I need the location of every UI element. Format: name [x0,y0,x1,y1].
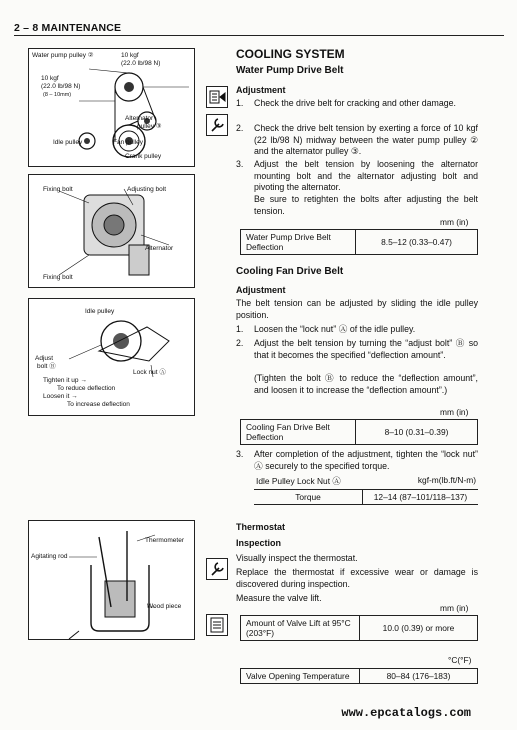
list-item [236,98,478,122]
fig4-label-2: Wood piece [147,603,182,610]
spec-table [240,615,478,641]
list-item [236,338,478,374]
fig1-label-2: (22.0 lb/98 N) [121,60,161,67]
section-title: COOLING SYSTEM [236,47,345,61]
spec-table [240,668,478,684]
torque-table [254,475,478,505]
table-row [241,420,478,445]
subsection-title: Water Pump Drive Belt [236,65,344,76]
fig2-label-3: Fixing bolt [43,274,73,281]
spec-label: Water Pump Drive Belt Deflection [241,230,356,255]
figure-idle-pulley [28,298,195,416]
thermostat-title: Thermostat [236,522,286,532]
fig1-label-0: Water pump pulley ② [32,52,94,59]
fig1-label-5: (8 – 10mm) [43,92,72,98]
fig3-label-6: Loosen it → [43,393,78,400]
adjustment-heading: Adjustment [236,285,286,295]
step-text: Check the drive belt for cracking and other damage. [254,98,456,108]
fig1-label-8: Idle pulley [53,139,83,146]
inspection-heading: Inspection [236,538,282,548]
fig1-label-10: Crank pulley [125,153,162,160]
footer-url: www.epcatalogs.com [341,706,471,720]
belt-diagram [29,49,194,166]
retighten-note: Be sure to retighten the bolts after adjusting the belt tension. [254,194,478,216]
fig1-label-1: 10 kgf [121,52,139,59]
fig1-label-6: Alternator [125,115,154,122]
fig3-label-7: To increase deflection [67,401,130,408]
step-text: After completion of the adjustment, tighten the “lock nut” Ⓐ securely to the specified torque. [254,449,478,471]
list-item [236,324,478,336]
unit-label: mm (in) [440,603,469,613]
header-rule [14,35,504,36]
fig2-label-0: Fixing bolt [43,186,73,193]
torque-head-right: kgf-m(lb.ft/N-m) [417,475,476,485]
unit-label: mm (in) [440,407,469,417]
torque-label: Torque [254,490,363,504]
deflection-note: (Tighten the bolt Ⓑ to reduce the “deflection amount”, and loosen it to increase the “deflection amount”.) [254,373,478,395]
spec-value: 8–10 (0.31–0.39) [356,420,478,445]
fig3-label-4: Tighten it up → [43,377,87,384]
wrench-icon [206,114,228,136]
torque-head-left: Idle Pulley Lock Nut Ⓐ [256,476,341,486]
spec-value: 10.0 (0.39) or more [360,616,478,641]
inspect-gauge-icon [206,86,228,108]
figure-thermostat-test [28,520,195,640]
table-row [241,616,478,641]
fig3-label-1: Adjust [35,355,54,362]
thermostat-line-3: Measure the valve lift. [236,593,322,603]
subsection-title: Cooling Fan Drive Belt [236,266,344,277]
fig3-label-5: To reduce deflection [57,385,116,392]
fig3-label-3: Lock nut Ⓐ [133,369,166,376]
step-number: 1. [236,98,244,108]
table-row [254,490,478,505]
spec-table-icon [206,614,228,636]
step-number: 3. [236,159,244,169]
fig1-label-9: Fan pulley [113,139,143,146]
spec-value: 8.5–12 (0.33–0.47) [356,230,478,255]
page-header: 2 – 8 MAINTENANCE [14,22,122,34]
thermostat-line-2: Replace the thermostat if excessive wear or damage is discovered during inspection. [236,567,478,589]
step-number: 1. [236,324,244,334]
list-item [236,123,478,159]
list-item [236,159,478,195]
spec-label: Valve Opening Temperature [241,669,360,684]
fig3-label-2: bolt Ⓑ [37,363,56,370]
spec-label: Cooling Fan Drive Belt Deflection [241,420,356,445]
thermostat-line-1: Visually inspect the thermostat. [236,553,358,563]
fig3-label-0: Idle pulley [85,308,115,315]
step-text: Loosen the “lock nut” Ⓐ of the idle pulley. [254,324,416,334]
spec-label: Amount of Valve Lift at 95°C (203°F) [241,616,360,641]
fig1-label-3: 10 kgf [41,75,59,82]
step-number: 3. [236,449,244,459]
list-item [236,449,478,473]
torque-value: 12–14 (87–101/118–137) [373,492,468,502]
spec-table [240,419,478,445]
unit-label: mm (in) [440,217,469,227]
step-text: Adjust the belt tension by turning the “adjust bolt” Ⓑ so that it becomes the specified “deflection amount”. [254,338,478,360]
spec-value: 80–84 (176–183) [360,669,478,684]
fig4-label-0: Thermometer [145,537,185,544]
fig1-label-7: pulley ③ [137,123,162,130]
unit-label: °C(°F) [448,655,472,665]
step-number: 2. [236,123,244,133]
wrench-icon [206,558,228,580]
table-row [241,669,478,684]
fig4-label-1: Agitating rod [31,553,68,560]
step-text: Adjust the belt tension by loosening the alternator mounting bolt and the alternator adjusting bolt and pivoting the alternator. [254,159,478,192]
spec-table [240,229,478,255]
figure-belt-layout [28,48,195,167]
table-row [241,230,478,255]
fan-intro: The belt tension can be adjusted by sliding the idle pulley position. [236,298,478,320]
step-number: 2. [236,338,244,348]
fig2-label-1: Adjusting bolt [127,186,167,193]
figure-alternator [28,174,195,288]
fig2-label-2: Alternator [145,245,174,252]
fig1-label-4: (22.0 lb/98 N) [41,83,81,90]
adjustment-heading: Adjustment [236,85,286,95]
step-text: Check the drive belt tension by exerting a force of 10 kgf (22 lb/98 N) midway between the water pump pulley ② and the alternator pulley ③. [254,123,478,156]
